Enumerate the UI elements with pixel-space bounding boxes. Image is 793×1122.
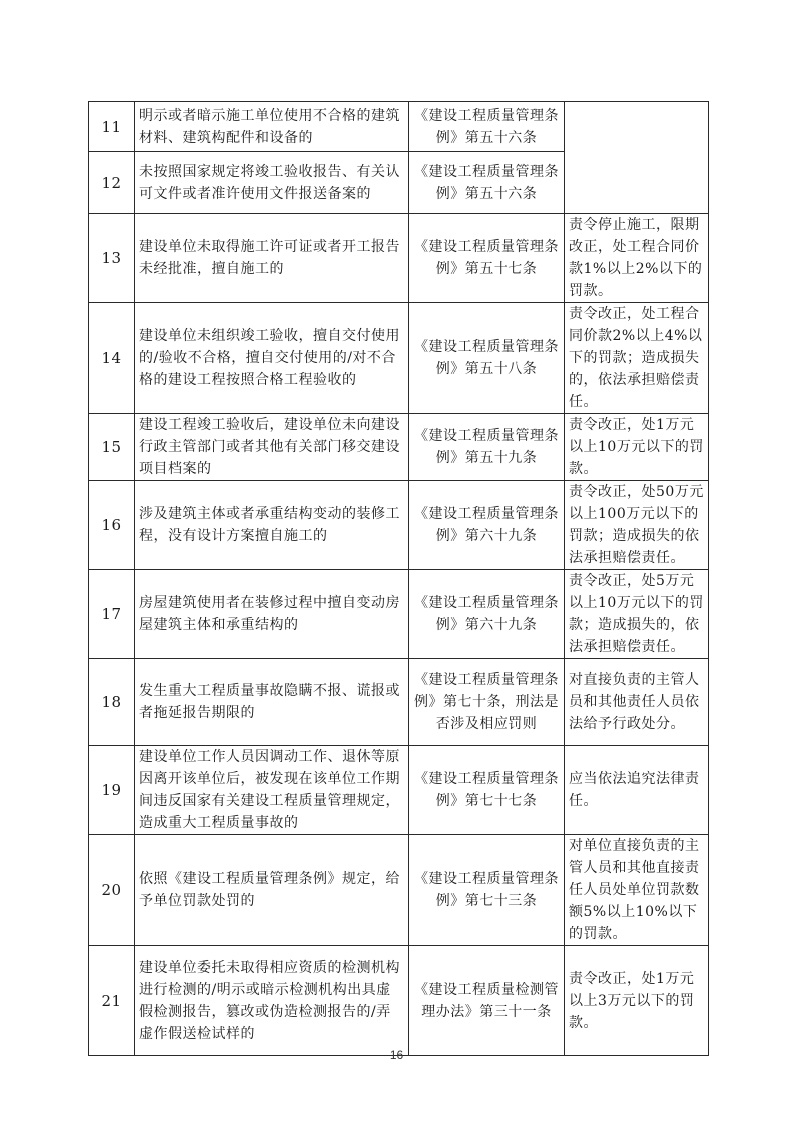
penalty-text: 应当依法追究法律责任。 (565, 746, 709, 835)
row-number: 18 (89, 659, 135, 746)
row-number: 20 (89, 835, 135, 946)
violation-description: 依照《建设工程质量管理条例》规定，给予单位罚款处罚的 (135, 835, 409, 946)
penalty-text: 责令改正，处50万元以上100万元以下的罚款；造成损失的依法承担赔偿责任。 (565, 481, 709, 570)
table-row (89, 214, 709, 303)
violation-description: 建设单位工作人员因调动工作、退休等原因离开该单位后，被发现在该单位工作期间违反国家有关建设工程质量管理规定，造成重大工程质量事故的 (135, 746, 409, 835)
legal-basis: 《建设工程质量管理条例》第五十八条 (409, 303, 565, 414)
page-number: 16 (389, 1048, 404, 1062)
row-number: 19 (89, 746, 135, 835)
table-row (89, 946, 709, 1056)
row-number: 21 (89, 946, 135, 1056)
legal-basis: 《建设工程质量管理条例》第六十九条 (409, 481, 565, 570)
penalty-text: 责令改正，处工程合同价款2%以上4%以下的罚款；造成损失的，依法承担赔偿责任。 (565, 303, 709, 414)
table-row (89, 570, 709, 659)
table-row (89, 102, 709, 152)
table-row (89, 746, 709, 835)
violation-description: 明示或者暗示施工单位使用不合格的建筑材料、建筑构配件和设备的 (135, 102, 409, 152)
table-row (89, 303, 709, 414)
penalty-text: 责令改正，处1万元以上3万元以下的罚款。 (565, 946, 709, 1056)
row-number: 13 (89, 214, 135, 303)
penalty-text: 对直接负责的主管人员和其他责任人员依法给予行政处分。 (565, 659, 709, 746)
penalty-text: 责令改正，处1万元以上10万元以下的罚款。 (565, 414, 709, 481)
violation-description: 涉及建筑主体或者承重结构变动的装修工程，没有设计方案擅自施工的 (135, 481, 409, 570)
legal-basis: 《建设工程质量管理条例》第七十条，刑法是否涉及相应罚则 (409, 659, 565, 746)
violation-description: 发生重大工程质量事故隐瞒不报、谎报或者拖延报告期限的 (135, 659, 409, 746)
violation-description: 建设单位未取得施工许可证或者开工报告未经批准，擅自施工的 (135, 214, 409, 303)
row-number: 15 (89, 414, 135, 481)
legal-basis: 《建设工程质量管理条例》第五十六条 (409, 152, 565, 214)
violation-description: 未按照国家规定将竣工验收报告、有关认可文件或者准许使用文件报送备案的 (135, 152, 409, 214)
table-row (89, 414, 709, 481)
row-number: 16 (89, 481, 135, 570)
legal-basis: 《建设工程质量管理条例》第五十七条 (409, 214, 565, 303)
legal-basis: 《建设工程质量管理条例》第五十九条 (409, 414, 565, 481)
penalty-text (565, 102, 709, 214)
row-number: 11 (89, 102, 135, 152)
penalty-text: 责令改正，处5万元以上10万元以下的罚款；造成损失的，依法承担赔偿责任。 (565, 570, 709, 659)
penalty-text: 对单位直接负责的主管人员和其他直接责任人员处单位罚款数额5%以上10%以下的罚款。 (565, 835, 709, 946)
row-number: 12 (89, 152, 135, 214)
violation-description: 建设单位未组织竣工验收，擅自交付使用的/验收不合格，擅自交付使用的/对不合格的建设工程按照合格工程验收的 (135, 303, 409, 414)
penalty-text: 责令停止施工，限期改正，处工程合同价款1%以上2%以下的罚款。 (565, 214, 709, 303)
legal-basis: 《建设工程质量管理条例》第六十九条 (409, 570, 565, 659)
violation-description: 房屋建筑使用者在装修过程中擅自变动房屋建筑主体和承重结构的 (135, 570, 409, 659)
violation-description: 建设工程竣工验收后，建设单位未向建设行政主管部门或者其他有关部门移交建设项目档案的 (135, 414, 409, 481)
violation-description: 建设单位委托未取得相应资质的检测机构进行检测的/明示或暗示检测机构出具虚假检测报告，篡改或伪造检测报告的/弄虚作假送检试样的 (135, 946, 409, 1056)
row-number: 14 (89, 303, 135, 414)
row-number: 17 (89, 570, 135, 659)
legal-basis: 《建设工程质量管理条例》第五十六条 (409, 102, 565, 152)
table-row (89, 835, 709, 946)
legal-basis: 《建设工程质量检测管理办法》第三十一条 (409, 946, 565, 1056)
penalty-table (88, 101, 709, 1056)
legal-basis: 《建设工程质量管理条例》第七十三条 (409, 835, 565, 946)
table-row (89, 481, 709, 570)
legal-basis: 《建设工程质量管理条例》第七十七条 (409, 746, 565, 835)
table-row (89, 659, 709, 746)
